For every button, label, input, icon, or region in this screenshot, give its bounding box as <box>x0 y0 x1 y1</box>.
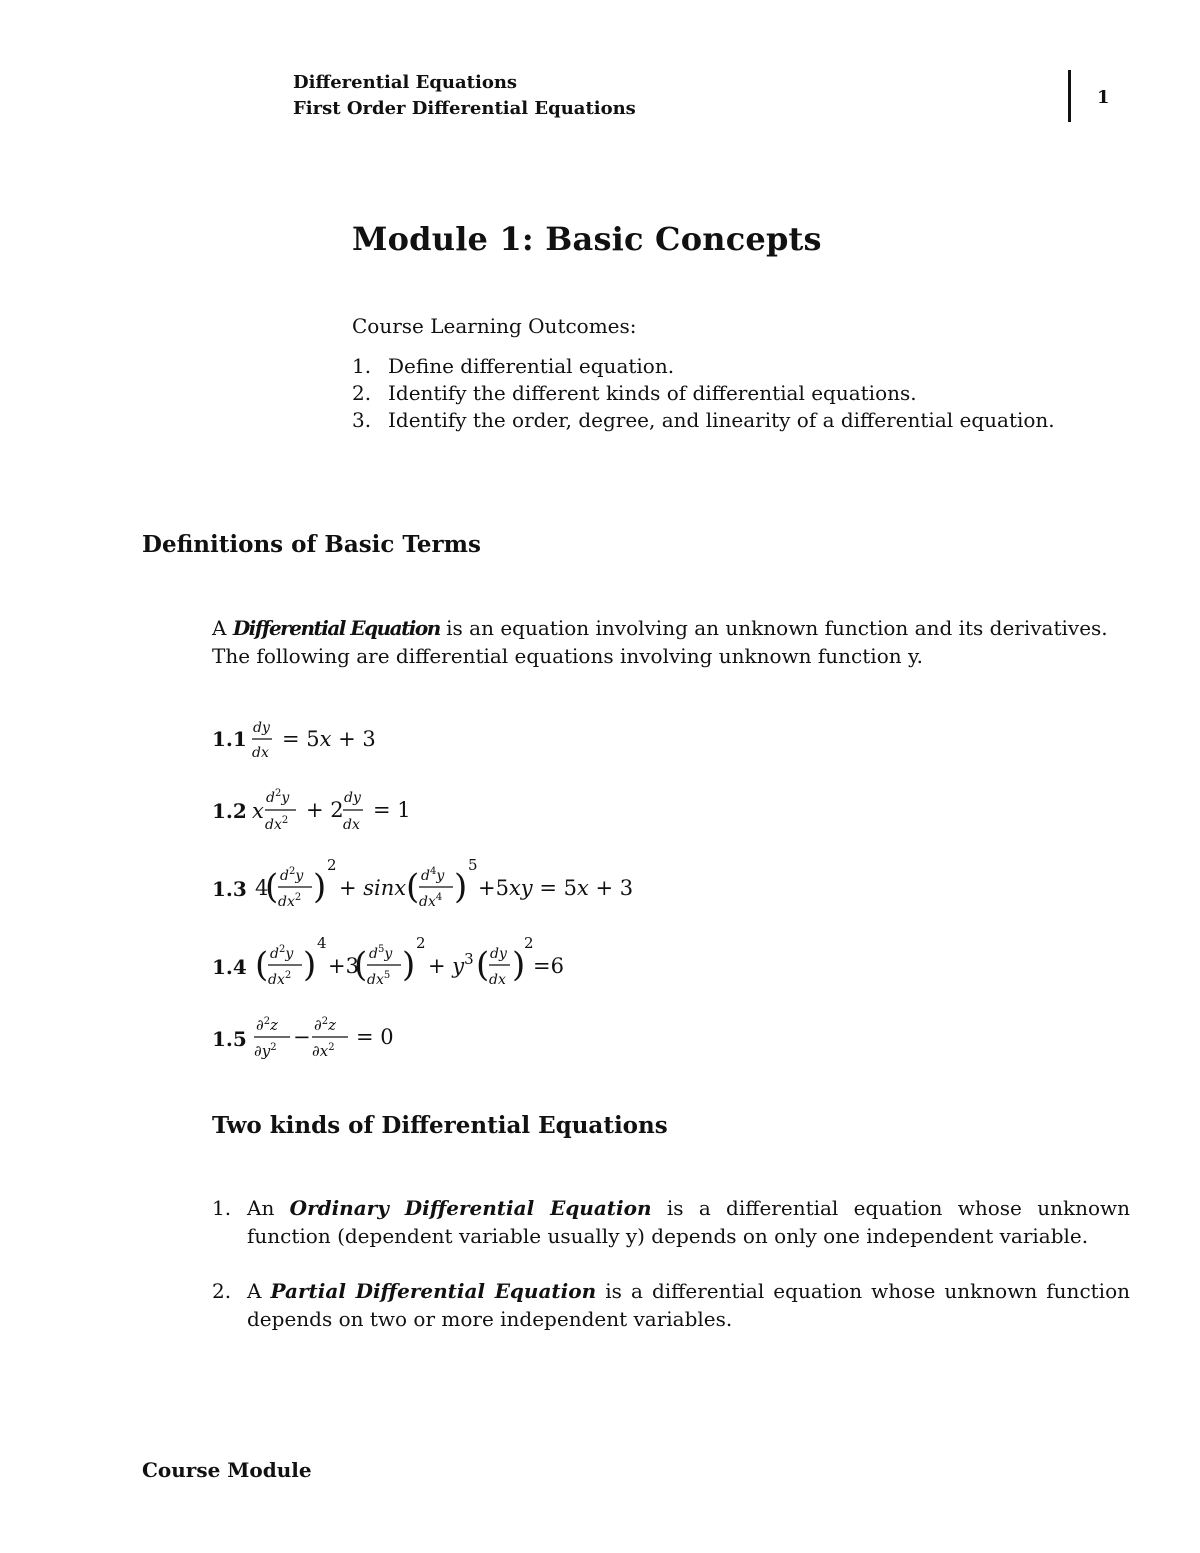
svg-text:2: 2 <box>524 934 534 952</box>
svg-text:= 1: = 1 <box>373 798 411 822</box>
equation-1-1-formula <box>250 712 450 772</box>
svg-text:4: 4 <box>317 934 327 952</box>
equation-1-4-formula <box>250 934 650 996</box>
svg-text:d2y: $d^2y$ <box>266 788 290 806</box>
outcomes-label: Course Learning Outcomes: <box>352 314 637 338</box>
term-ordinary: Ordinary Differential Equation <box>289 1196 652 1220</box>
outcome-item: 2. Identify the different kinds of differential equations. <box>352 381 917 405</box>
section-heading-definitions: Definitions of Basic Terms <box>142 531 481 558</box>
svg-text:x: x <box>252 799 264 823</box>
svg-text:): ) <box>303 945 317 985</box>
svg-text:2: 2 <box>327 856 337 874</box>
svg-text:d5y: $d^5y$ <box>369 944 393 962</box>
svg-text:dx2: $dx^2$ <box>265 815 289 833</box>
svg-text:+3: +3 <box>328 954 359 978</box>
equation-1-2-formula <box>250 782 480 842</box>
term-partial: Partial Differential Equation <box>270 1279 597 1303</box>
equation-label: 1.2 <box>212 799 247 823</box>
outcome-item: 1. Define differential equation. <box>352 354 675 378</box>
svg-text:(: ( <box>265 867 279 907</box>
outcome-item: 3. Identify the order, degree, and linearity of a differential equation. <box>352 408 1055 432</box>
svg-text:dx5: $dx^5$ <box>367 970 391 988</box>
svg-text:dx2: $dx^2$ <box>268 970 292 988</box>
svg-text:+5xy = 5x + 3: +5xy = 5x + 3 <box>478 876 634 900</box>
svg-text:4: 4 <box>255 876 269 900</box>
svg-text:2: 2 <box>416 934 426 952</box>
equation-label: 1.5 <box>212 1027 247 1051</box>
defined-term: Differential Equation <box>232 616 440 640</box>
svg-text:): ) <box>313 867 327 907</box>
list-item-number: 2. <box>212 1279 232 1303</box>
equation-1-5-formula <box>250 1008 450 1068</box>
footer-label: Course Module <box>142 1458 312 1482</box>
svg-text:): ) <box>402 945 416 985</box>
definition-paragraph: A Differential Equation is an equation involving an unknown function and its derivatives. The following are differential equations involving unknown function y. <box>212 616 1108 668</box>
svg-text:+ y3: + $y^3$ <box>428 950 474 978</box>
svg-text:∂2z: ∂$^2$z <box>256 1016 279 1034</box>
header-chapter-title: First Order Differential Equations <box>293 98 636 119</box>
svg-text:(: ( <box>476 945 490 985</box>
svg-text:dx4: $dx^4$ <box>419 892 443 910</box>
page-number: 1 <box>1097 87 1110 108</box>
svg-text:+ sinx: + sinx <box>339 876 407 900</box>
list-item <box>212 1194 1130 1250</box>
list-item <box>212 1277 1130 1333</box>
svg-text:5: 5 <box>468 856 478 874</box>
svg-text:dy: dy <box>490 946 507 962</box>
svg-text:dx: dx <box>343 817 360 833</box>
svg-text:d4y: $d^4y$ <box>421 866 445 884</box>
list-item-text: An Ordinary Differential Equation is a differential equation whose unknown function (dependent variable usually y) depends on only one independent variable. <box>247 1196 1130 1248</box>
svg-text:d2y: $d^2y$ <box>270 944 294 962</box>
svg-text:dx: dx <box>489 972 506 988</box>
svg-text:): ) <box>512 945 526 985</box>
svg-text:∂2z: ∂$^2$z <box>314 1016 337 1034</box>
svg-text:): ) <box>454 867 468 907</box>
svg-text:+ 2: + 2 <box>306 798 344 822</box>
svg-text:d2y: $d^2y$ <box>280 866 304 884</box>
svg-text:(: ( <box>406 867 420 907</box>
section-heading-kinds: Two kinds of Differential Equations <box>212 1112 668 1139</box>
svg-text:(: ( <box>354 945 368 985</box>
svg-text:∂y2: $\partial y^2$ <box>254 1042 277 1060</box>
header-course-title: Differential Equations <box>293 72 518 93</box>
svg-text:dx: dx <box>252 745 269 761</box>
list-item-text: A Partial Differential Equation is a differential equation whose unknown function depends on two or more independent variables. <box>247 1279 1130 1331</box>
svg-text:= 0: = 0 <box>356 1025 394 1049</box>
header-divider <box>1068 70 1071 122</box>
equation-label: 1.1 <box>212 727 247 751</box>
svg-text:=6: =6 <box>533 954 564 978</box>
svg-text:dx2: $dx^2$ <box>278 892 302 910</box>
svg-text:= 5x + 3: = 5x + 3 <box>282 727 376 751</box>
equation-1-3-formula <box>250 856 670 918</box>
list-item-number: 1. <box>212 1196 232 1220</box>
svg-text:dy: dy <box>344 790 361 806</box>
svg-text:∂x2: $\partial x^2$ <box>312 1042 335 1060</box>
module-title: Module 1: Basic Concepts <box>352 220 822 258</box>
svg-text:−: − <box>293 1025 311 1049</box>
svg-text:dy: dy <box>253 720 270 736</box>
svg-text:(: ( <box>255 945 269 985</box>
equation-label: 1.4 <box>212 955 247 979</box>
equation-label: 1.3 <box>212 877 247 901</box>
